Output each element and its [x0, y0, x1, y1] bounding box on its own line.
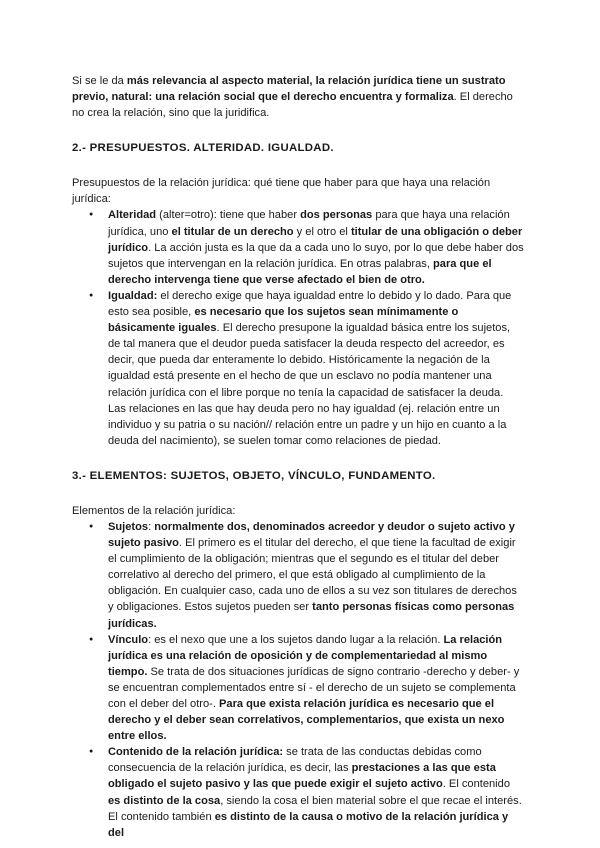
bold-run: más relevancia al aspecto material, la relación jurídica tiene un sustrato previo, natural: una relación social que el derecho encuentra y formaliza — [72, 75, 506, 104]
section-3-intro: Elementos de la relación jurídica: — [72, 504, 236, 517]
list-item-contenido: ● Contenido de la relación jurídica: se trata de las conductas debidas como consecuencia de la relación jurídica, es decir, las prestaciones a las que esta obligado el sujeto pasivo y las que puede exigir el sujeto activo. El contenido es distinto de la cosa, siendo la cosa el bien material sobre el que recae el interés. El contenido también es distinto de la causa o motivo de la relación jurídica y del — [72, 744, 524, 841]
intro-paragraph — [72, 73, 524, 121]
list-item-sujetos: ● Sujetos: normalmente dos, denominados acreedor y deudor o sujeto activo y sujeto pasivo. El primero es el titular del derecho, el que tiene la facultad de exigir el cumplimiento de la obligación; mientras que el segundo es el titular del deber correlativo al derecho del primero, el que está obligado al cumplimiento de la obligación. En cualquier caso, cada uno de ellos a su vez son titulares de derechos y obligaciones. Estos sujetos pueden ser tanto personas físicas como personas jurídicas. — [72, 519, 524, 632]
list-item-vinculo: ● Vínculo: es el nexo que une a los sujetos dando lugar a la relación. La relación jurídica es una relación de oposición y de complementariedad al mismo tiempo. Se trata de dos situaciones jurídicas de signo contrario -derecho y deber- y se encuentran complementados entre sí - el derecho de un sujeto se complementa con el deber del otro-. Para que exista relación jurídica es necesario que el derecho y el deber sean correlativos, complementarios, que exista un nexo entre ellos. — [72, 632, 524, 745]
section-2-heading: 2.- PRESUPUESTOS. ALTERIDAD. IGUALDAD. — [72, 142, 334, 155]
text-run: . El derecho no crea la relación, sino que la juridifica. — [72, 91, 513, 120]
section-2-intro: Presupuestos de la relación jurídica: qué tiene que haber para que haya una relación jurídica: — [72, 177, 491, 206]
list-item-igualdad: ● Igualdad: el derecho exige que haya igualdad entre lo debido y lo dado. Para que esto sea posible, es necesario que los sujetos sean mínimamente o básicamente iguales. El derecho presupone la igualdad básica entre los sujetos, de tal manera que el deudor pueda satisfacer la deuda respecto del acreedor, es decir, que pueda dar enteramente lo debido. Históricamente la negación de la igualdad está presente en el hecho de que un esclavo no podía mantener una relación jurídica con el libre porque no tenía la capacidad de satisfacer la deuda. Las relaciones en las que hay deuda pero no hay igualdad (ej. relación entre un individuo y su patria o su nación// relación entre un padre y un hijo en cuanto a la deuda del nacimiento), se suelen tomar como relaciones de piedad. — [72, 288, 524, 449]
section-3-heading: 3.- ELEMENTOS: SUJETOS, OBJETO, VÍNCULO, FUNDAMENTO. — [72, 469, 436, 482]
list-item-alteridad: ● Alteridad (alter=otro): tiene que haber dos personas para que haya una relación jurídica, uno el titular de un derecho y el otro el titular de una obligación o deber jurídico. La acción justa es la que da a cada uno lo suyo, por lo que debe haber dos sujetos que intervengan en la relación jurídica. En otras palabras, para que el derecho intervenga tiene que verse afectado el bien de otro. — [72, 207, 524, 287]
text-run: Si se le da — [72, 75, 127, 87]
section-2-list — [72, 207, 524, 448]
section-3-list — [72, 519, 524, 841]
